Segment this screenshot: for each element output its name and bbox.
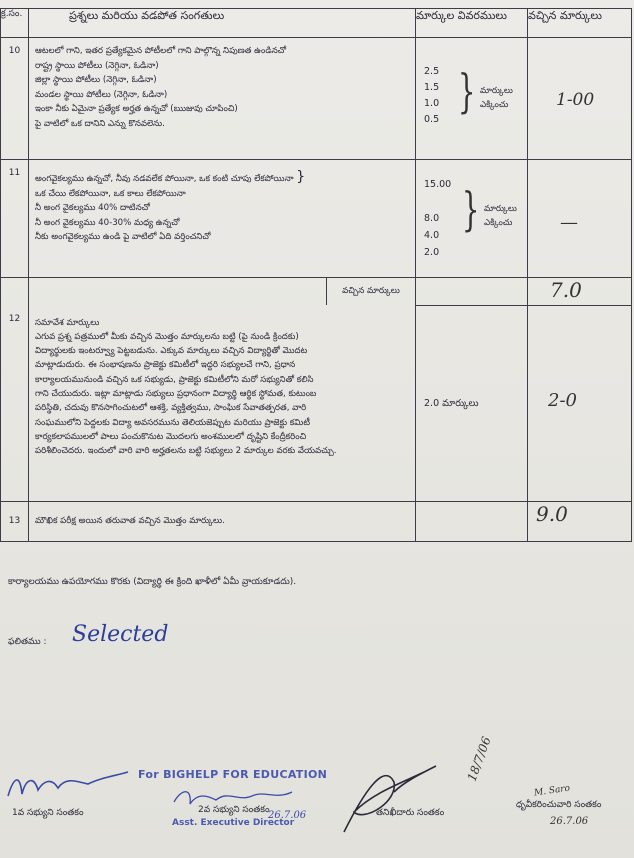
mark-value: 1.5 <box>424 82 440 93</box>
question-line: కార్యాలయమునుండి వచ్చిన ఒక సభ్యుడు, ప్రాజెక్టు కమిటీలోని మరో సభ్యునితో కలిసి <box>35 374 314 385</box>
question-line: మౌఖిక పరీక్ష అయిన తరువాత వచ్చిన మొత్తం మార్కులు. <box>35 516 225 526</box>
question-line: జిల్లా స్థాయి పోటీలు (నెగ్గినా, ఓడినా) <box>35 75 157 86</box>
question-line: మాట్లాడుదురు. ఈ సంభాషణను ప్రాజెక్టు కమిటీలో ఇద్దరి సభ్యులచే గాని, ప్రధాన <box>35 360 296 371</box>
handwritten-mark: 9.0 <box>536 502 568 526</box>
question-line: పరిస్థితి, చదువు కొనసాగించుటలో ఆశక్తి, వ్యక్తిత్వము, సాంఘిక సేవాతత్పరత, వారి <box>35 403 307 414</box>
question-cell <box>29 502 416 542</box>
question-line: నీకు అంగవైకల్యము ఉండి పై వాటిలో ఏది వర్తించనిచో <box>35 232 211 243</box>
mark-value: 15.00 <box>424 179 452 190</box>
approver-date: 26.7.06 <box>550 816 589 827</box>
row-number: 12 <box>1 306 29 502</box>
handwritten-mark: 1-00 <box>556 90 595 110</box>
checker-date: 18/7/06 <box>464 734 494 784</box>
checker-signature-label: తనిఖీదారు సంతకం <box>376 808 445 818</box>
table-row <box>1 502 632 542</box>
obtained-cell <box>528 278 632 306</box>
designation-stamp: Asst. Executive Director <box>172 818 295 828</box>
marks-detail-cell <box>416 160 528 278</box>
result-value: Selected <box>72 622 169 647</box>
mark-value: 2.0 <box>424 247 440 258</box>
row-number: 13 <box>1 502 29 542</box>
member1-signature-label: 1వ సభ్యుని సంతకం <box>12 808 84 818</box>
handwritten-mark: — <box>560 212 578 233</box>
office-use-note: కార్యాలయము ఉపయోగము కొరకు (విద్యార్థి ఈ క్రింది ఖాళీలో ఏమీ వ్రాయకూడదు). <box>8 577 297 587</box>
obtained-cell <box>528 38 632 160</box>
mark-value: 2.5 <box>424 66 440 77</box>
checker-signature <box>324 752 464 844</box>
question-line: ఇంకా నీకు ఏమైనా ప్రత్యేక అర్హత ఉన్నచో (ఋజువు చూపించి) <box>35 104 238 115</box>
question-line: నీ అంగ వైకల్యము 40-30% మధ్య ఉన్నచో <box>35 217 180 228</box>
question-line: మండల స్థాయి పోటీలు (నెగ్గినా, ఓడినా) <box>35 89 168 100</box>
row-number: 11 <box>1 160 29 278</box>
question-line: పరిశీలించెదరు. ఇందులో వారి వారి అర్హతలను బట్టి సభ్యులు 2 మార్కుల వరకు వేయవచ్చు. <box>35 446 337 457</box>
obtained-cell <box>528 306 632 502</box>
marks-detail-cell <box>416 38 528 160</box>
obtained-cell <box>528 502 632 542</box>
question-line: సంఘములోని పెద్దలకు విద్యా అవసరమును తెలియజెప్పుట మరియు ప్రాజెక్టు కమిటీ <box>35 417 310 428</box>
marks-detail-cell <box>416 306 528 502</box>
question-cell <box>29 306 416 502</box>
marks-label-line: ఎక్కించు <box>480 100 509 110</box>
org-stamp: For BIGHELP FOR EDUCATION <box>138 768 328 781</box>
header-marks-detail: మార్కుల వివరములు <box>416 9 528 38</box>
table-row <box>1 160 632 278</box>
marks-label-line: ఎక్కించు <box>484 218 513 228</box>
question-line: పై వాటిలో ఒక దానిని ఎన్ను కొనవలెను. <box>35 118 165 129</box>
question-line: ఎగువ ప్రశ్న పత్రములో మీకు వచ్చిన మొత్తం మార్కులను బట్టి (పై నుండి క్రిందకు) <box>35 331 299 342</box>
table-row <box>1 38 632 160</box>
obtained-cell <box>528 160 632 278</box>
mark-value: 4.0 <box>424 230 440 241</box>
question-line: రాష్ట్ర స్థాయి పోటీలు (నెగ్గినా, ఓడినా) <box>35 60 159 71</box>
marks-label-line: మార్కులు <box>480 86 513 96</box>
question-line: ఒక చేయి లేకపోయినా, ఒక కాలు లేకపోయినా <box>35 188 186 199</box>
question-line: కార్యకలాపములలో పాలు పంచుకొనుట మొదలగు అంశములలో దృష్టిని కేంద్రీకరించి <box>35 431 307 442</box>
header-marks-obtained: వచ్చిన మార్కులు <box>528 9 632 38</box>
approver-signature-label: ధృవీకరించువారి సంతకం <box>516 800 602 810</box>
marks-label <box>480 84 513 112</box>
marks-label <box>484 202 517 230</box>
marks-label-line: మార్కులు <box>484 204 517 214</box>
member2-date: 26.7.06 <box>268 810 307 821</box>
marks-values <box>424 64 439 128</box>
brace-icon: } <box>457 64 476 118</box>
member1-signature <box>4 766 134 806</box>
subtotal-label: వచ్చిన మార్కులు <box>326 278 415 305</box>
table-header-row <box>1 9 632 38</box>
marks-value: 2.0 మార్కులు <box>424 398 479 409</box>
question-line: విద్యార్థులకు ఇంటర్వ్యూ పెట్టబడును. ఎక్కువ మార్కులు వచ్చిన విద్యార్థితో మొదట <box>35 346 308 357</box>
header-sno: క్ర.సం. <box>1 9 29 38</box>
question-cell <box>29 38 416 160</box>
mark-value: 0.5 <box>424 114 440 125</box>
mark-value: 1.0 <box>424 98 440 109</box>
mark-value: 8.0 <box>424 213 440 224</box>
handwritten-mark: 7.0 <box>550 278 582 302</box>
brace-icon: } <box>461 182 480 236</box>
question-line: అంగవైకల్యము ఉన్నచో, నీవు నడవలేక పోయినా, ఒక కంటి చూపు లేకపోయినా } <box>35 169 306 185</box>
table-row <box>1 306 632 502</box>
member2-signature-label: 2వ సభ్యుని సంతకం <box>198 805 270 815</box>
question-line: ఆటలలో గాని, ఇతర ప్రత్యేకమైన పోటీలలో గాని పాల్గొన్న నిపుణత ఉండినచో <box>35 46 287 56</box>
subtotal-row <box>1 278 632 306</box>
question-line: గాని చేయుదురు. ఇట్లా మాట్లాడు సభ్యులు ప్రధానంగా విద్యార్థి ఆర్థిక స్థోమత, కుటుంబ <box>35 388 317 399</box>
handwritten-mark: 2-0 <box>548 390 577 411</box>
question-line: నీ అంగ వైకల్యము 40% దాటినచో <box>35 203 150 214</box>
marks-table <box>0 8 632 542</box>
header-question: ప్రశ్నలు మరియు వడపోత సంగతులు <box>29 9 416 38</box>
marks-values <box>424 176 451 261</box>
approver-initials: M. Saro <box>533 783 571 799</box>
result-label: ఫలితము : <box>8 637 47 647</box>
row-number: 10 <box>1 38 29 160</box>
question-title: సమావేశ మార్కులు <box>35 317 100 328</box>
question-cell <box>29 160 416 278</box>
